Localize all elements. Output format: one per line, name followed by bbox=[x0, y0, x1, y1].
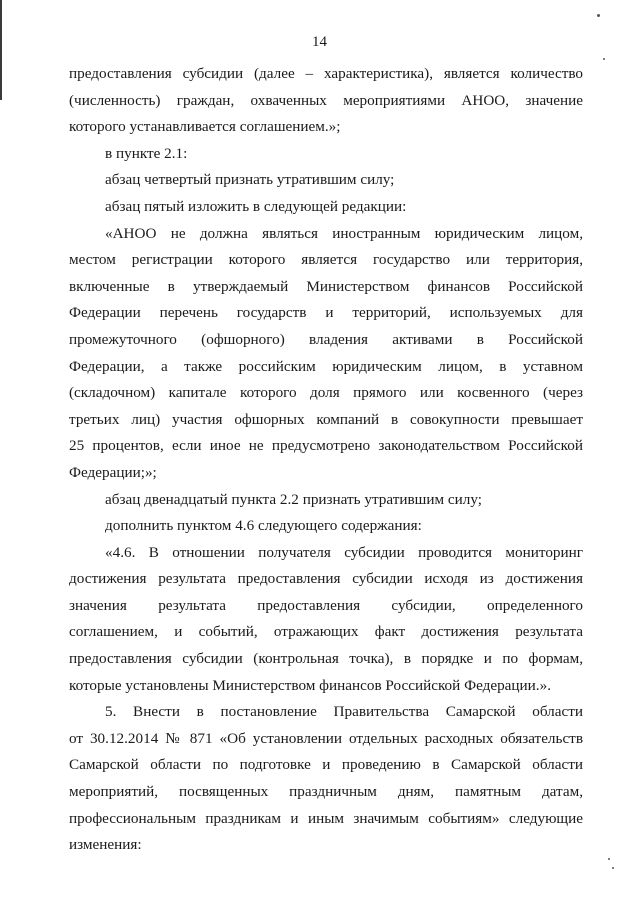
text-line: третьих лиц) участия офшорных компаний в совокупности превышает bbox=[69, 410, 583, 428]
text-line: включенные в утверждаемый Министерством финансов Российской bbox=[69, 277, 583, 295]
text-line: которого устанавливается соглашением.»; bbox=[69, 118, 341, 136]
document-body bbox=[69, 61, 583, 859]
text-line: «АНОО не должна являться иностранным юридическим лицом, bbox=[105, 224, 583, 242]
scan-speck bbox=[597, 14, 600, 17]
text-line: предоставления субсидии (далее – характеристика), является количество bbox=[69, 65, 583, 82]
text-line: предоставления субсидии (контрольная точка), в порядке и по формам, bbox=[69, 650, 583, 668]
text-line: в пункте 2.1: bbox=[105, 144, 188, 162]
text-line: Федерации, а также российским юридическим лицом, в уставном bbox=[69, 357, 583, 375]
text-line: мероприятий, посвященных праздничным дням, памятным датам, bbox=[69, 783, 583, 801]
text-line: абзац пятый изложить в следующей редакции: bbox=[105, 197, 407, 215]
text-line: «4.6. В отношении получателя субсидии проводится мониторинг bbox=[105, 543, 583, 561]
scan-speck bbox=[608, 858, 610, 860]
scan-speck bbox=[612, 867, 614, 869]
text-line: промежуточного (офшорного) владения активами в Российской bbox=[69, 330, 583, 348]
text-line: Федерации перечень государств и территорий, используемых для bbox=[69, 304, 583, 322]
text-line: соглашением, и событий, отражающих факт достижения результата bbox=[69, 623, 583, 641]
text-line: Федерации;»; bbox=[69, 463, 157, 481]
text-line: 5. Внести в постановление Правительства Самарской области bbox=[105, 703, 583, 721]
text-line: Самарской области по подготовке и проведению в Самарской области bbox=[69, 756, 583, 774]
text-line: (численность) граждан, охваченных мероприятиями АНОО, значение bbox=[69, 91, 583, 109]
text-line: профессиональным праздникам и иным значимым событиям» следующие bbox=[69, 809, 583, 827]
text-line: местом регистрации которого является государство или территория, bbox=[69, 251, 583, 269]
text-line: дополнить пунктом 4.6 следующего содержания: bbox=[105, 517, 422, 535]
text-line: 25 процентов, если иное не предусмотрено законодательством Российской bbox=[69, 437, 583, 455]
text-line: значения результата предоставления субсидии, определенного bbox=[69, 596, 583, 614]
text-line: которые установлены Министерством финансов Российской Федерации.». bbox=[69, 676, 551, 694]
scan-speck bbox=[603, 58, 605, 60]
text-line: абзац двенадцатый пункта 2.2 признать утратившим силу; bbox=[105, 490, 482, 508]
text-line: изменения: bbox=[69, 836, 142, 854]
text-line: абзац четвертый признать утратившим силу; bbox=[105, 171, 395, 189]
text-line: от 30.12.2014 № 871 «Об установлении отдельных расходных обязательств bbox=[69, 729, 583, 747]
page-number: 14 bbox=[312, 34, 327, 50]
text-line: (складочном) капитале которого доля прямого или косвенного (через bbox=[69, 384, 583, 402]
text-line: достижения результата предоставления субсидии исходя из достижения bbox=[69, 570, 583, 588]
